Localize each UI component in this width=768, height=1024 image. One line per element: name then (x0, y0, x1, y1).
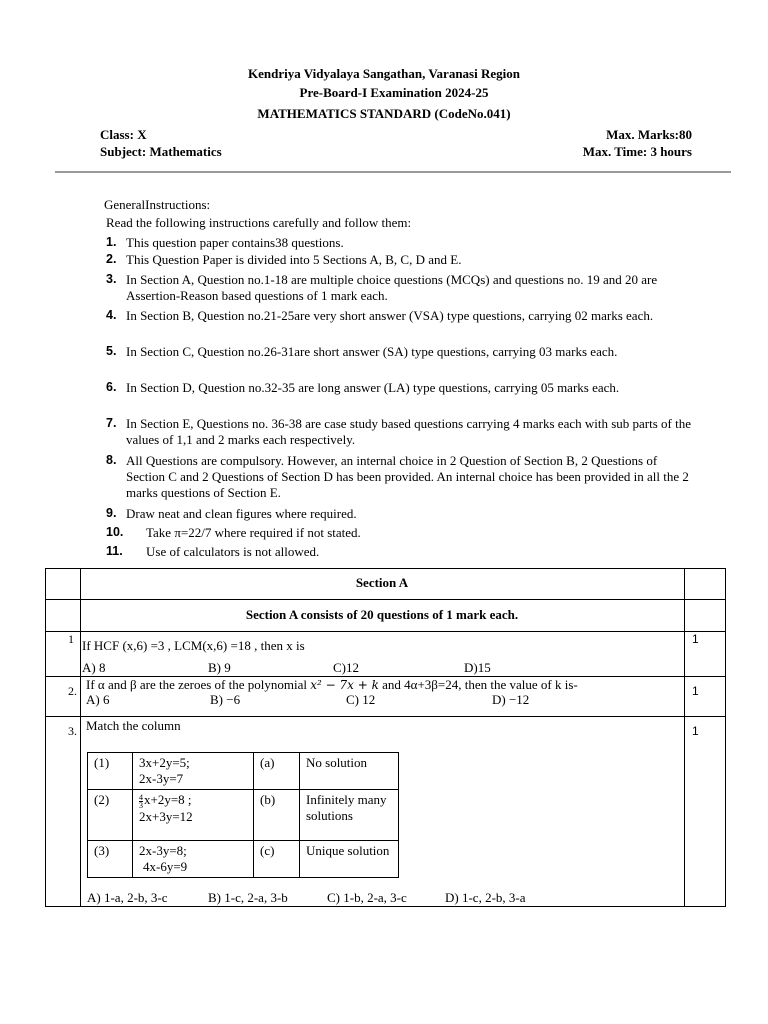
table-rule (684, 568, 685, 907)
question-stem-text: and 4α+3β=24, then the value of k is- (378, 677, 578, 692)
question-stem (86, 677, 578, 693)
subject-label: Subject: Mathematics (100, 144, 222, 159)
equation: 2x-3y=7 (139, 771, 184, 786)
instruction-text: This question paper contains38 questions. (126, 235, 344, 250)
polynomial-expression: x² − 7x + k (310, 678, 379, 692)
match-table (87, 752, 399, 878)
question-number: 3. (68, 724, 77, 738)
equation-pair (133, 790, 254, 841)
equation: 2x-3y=8; (139, 843, 187, 858)
row-number: (1) (88, 753, 133, 790)
fraction-numerator: 4 (139, 792, 143, 802)
table-rule (45, 599, 726, 600)
instruction-text: Draw neat and clean figures where required. (126, 506, 357, 521)
instruction-text: All Questions are compulsory. However, an internal choice in 2 Question of Section B, 2 Questions of Section C and 2 Questions of Section D has been provided. An internal choice has been provided in all the 2 marks questions of Section E. (126, 453, 689, 500)
table-rule (45, 568, 726, 569)
option-d: D) 1-c, 2-b, 3-a (445, 890, 526, 905)
instruction-number: 4. (106, 308, 117, 322)
header-divider (55, 171, 731, 173)
table-rule (45, 568, 46, 907)
row-letter: (b) (254, 790, 300, 841)
instruction-number: 9. (106, 506, 117, 520)
instruction-number: 8. (106, 453, 117, 467)
option-a: A) 8 (82, 660, 106, 675)
solution-type: Infinitely many solutions (300, 790, 399, 841)
question-number: 2. (68, 684, 77, 698)
question-stem-text: If α and β are the zeroes of the polynomial (86, 677, 311, 692)
instruction-text: This Question Paper is divided into 5 Sections A, B, C, D and E. (126, 252, 462, 267)
instruction-text: In Section B, Question no.21-25are very short answer (VSA) type questions, carrying 02 marks each. (126, 308, 654, 323)
option-d: D) −12 (492, 692, 530, 707)
option-a: A) 1-a, 2-b, 3-c (87, 890, 168, 905)
table-rule (45, 716, 726, 717)
question-stem: Match the column (86, 718, 181, 733)
instruction-text: Use of calculators is not allowed. (146, 544, 320, 559)
row-letter: (a) (254, 753, 300, 790)
paper-title: MATHEMATICS STANDARD (CodeNo.041) (257, 106, 511, 121)
school-name: Kendriya Vidyalaya Sangathan, Varanasi Region (248, 66, 520, 81)
equation-pair (133, 753, 254, 790)
solution-type: Unique solution (300, 841, 399, 878)
marks: 1 (692, 632, 699, 646)
equation: 4x-6y=9 (143, 859, 188, 874)
instruction-number: 10. (106, 525, 124, 539)
option-a: A) 6 (86, 692, 110, 707)
marks: 1 (692, 684, 699, 698)
fraction (139, 794, 143, 809)
class-label: Class: X (100, 127, 147, 142)
question-stem: If HCF (x,6) =3 , LCM(x,6) =18 , then x is (82, 638, 305, 653)
row-number: (3) (88, 841, 133, 878)
equation-pair (133, 841, 254, 878)
instruction-text: Take π=22/7 where required if not stated. (146, 525, 361, 540)
instruction-text: In Section D, Question no.32-35 are long answer (LA) type questions, carrying 05 marks each. (126, 380, 620, 395)
section-title: Section A (355, 575, 409, 590)
match-row (88, 841, 399, 878)
option-b: B) 1-c, 2-a, 3-b (208, 890, 288, 905)
instruction-number: 7. (106, 416, 117, 430)
instruction-text: In Section E, Questions no. 36-38 are case study based questions carrying 4 marks each with sub parts of the values of 1,1 and 2 marks each respectively. (126, 416, 692, 447)
table-rule (45, 631, 726, 632)
marks: 1 (692, 724, 699, 738)
solution-type: No solution (300, 753, 399, 790)
match-row (88, 790, 399, 841)
table-rule (45, 906, 726, 907)
max-time: Max. Time: 3 hours (582, 144, 692, 159)
equation: 3x+2y=5; (139, 755, 190, 770)
instruction-number: 2. (106, 252, 117, 266)
option-b: B) −6 (210, 692, 241, 707)
instruction-number: 5. (106, 344, 117, 358)
instructions-intro: Read the following instructions carefully and follow them: (106, 215, 412, 230)
table-rule (725, 568, 726, 907)
match-row (88, 753, 399, 790)
max-marks: Max. Marks:80 (606, 127, 692, 142)
option-d: D)15 (464, 660, 491, 675)
instruction-text: In Section C, Question no.26-31are short answer (SA) type questions, carrying 03 marks each. (126, 344, 618, 359)
equation: 2x+3y=12 (139, 808, 193, 824)
instruction-number: 3. (106, 272, 117, 286)
option-c: C) 12 (346, 692, 376, 707)
question-number: 1 (68, 632, 74, 646)
row-letter: (c) (254, 841, 300, 878)
instruction-number: 1. (106, 235, 117, 249)
fraction-denominator: 3 (139, 800, 143, 810)
option-c: C) 1-b, 2-a, 3-c (327, 890, 407, 905)
instruction-text: In Section A, Question no.1-18 are multiple choice questions (MCQs) and questions no. 19 and 20 are Assertion-Reason based questions of 1 mark each. (126, 272, 658, 303)
row-number: (2) (88, 790, 133, 841)
section-subtitle: Section A consists of 20 questions of 1 mark each. (245, 607, 519, 622)
option-c: C)12 (333, 660, 359, 675)
equation: x+2y=8 ; (144, 792, 192, 807)
exam-name: Pre-Board-I Examination 2024-25 (299, 85, 489, 100)
instructions-title: GeneralInstructions: (104, 197, 211, 212)
option-b: B) 9 (208, 660, 231, 675)
instruction-number: 11. (106, 544, 123, 558)
instruction-number: 6. (106, 380, 117, 394)
